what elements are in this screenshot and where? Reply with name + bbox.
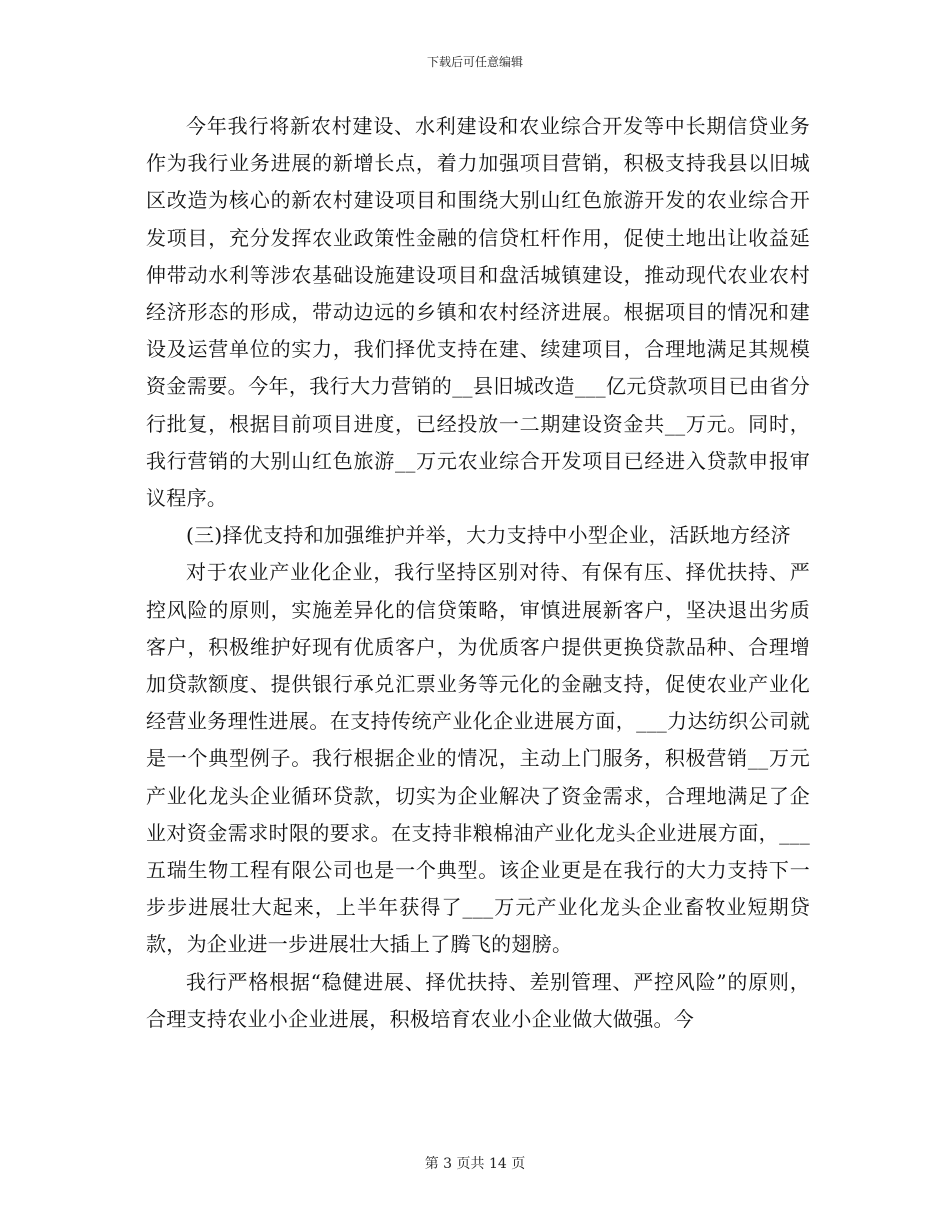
paragraph-small-enterprises: 我行严格根据“稳健进展、择优扶持、差别管理、严控风险”的原则，合理支持农业小企业进展，积极培育农业小企业做大做强。今 [146, 969, 810, 1031]
page-number: 第 3 页共 14 页 [424, 1156, 526, 1172]
paragraph-credit-projects: 今年我行将新农村建设、水利建设和农业综合开发等中长期信贷业务作为我行业务进展的新增长点，着力加强项目营销，积极支持我县以旧城区改造为核心的新农村建设项目和围绕大别山红色旅游开发的农业综合开发项目，充分发挥农业政策性金融的信贷杠杆作用，促使土地出让收益延伸带动水利等涉农基础设施建设项目和盘活城镇建设，推动现代农业农村经济形态的形成，带动边远的乡镇和农村经济进展。根据项目的情况和建设及运营单位的实力，我们择优支持在建、续建项目，合理地满足其规模资金需要。今年，我行大力营销的__县旧城改造___亿元贷款项目已由省分行批复，根据目前项目进度，已经投放一二期建设资金共__万元。同时，我行营销的大别山红色旅游__万元农业综合开发项目已经进入贷款申报审议程序。 [146, 114, 810, 511]
page-header: 下载后可任意编辑 [426, 55, 523, 69]
paragraph-industrial-enterprises: 对于农业产业化企业，我行坚持区别对待、有保有压、择优扶持、严控风险的原则，实施差异化的信贷策略，审慎进展新客户，坚决退出劣质客户，积极维护好现有优质客户，为优质客户提供更换贷款品种、合理增加贷款额度、提供银行承兑汇票业务等元化的金融支持，促使农业产业化经营业务理性进展。在支持传统产业化企业进展方面，___力达纺织公司就是一个典型例子。我行根据企业的情况，主动上门服务，积极营销__万元产业化龙头企业循环贷款，切实为企业解决了资金需求，合理地满足了企业对资金需求时限的要求。在支持非粮棉油产业化龙头企业进展方面，___五瑞生物工程有限公司也是一个典型。该企业更是在我行的大力支持下一步步进展壮大起来，上半年获得了___万元产业化龙头企业畜牧业短期贷款，为企业进一步进展壮大插上了腾飞的翅膀。 [146, 560, 810, 957]
document-body [146, 108, 810, 1038]
section-heading-3: (三)择优支持和加强维护并举，大力支持中小型企业，活跃地方经济 [186, 523, 791, 548]
